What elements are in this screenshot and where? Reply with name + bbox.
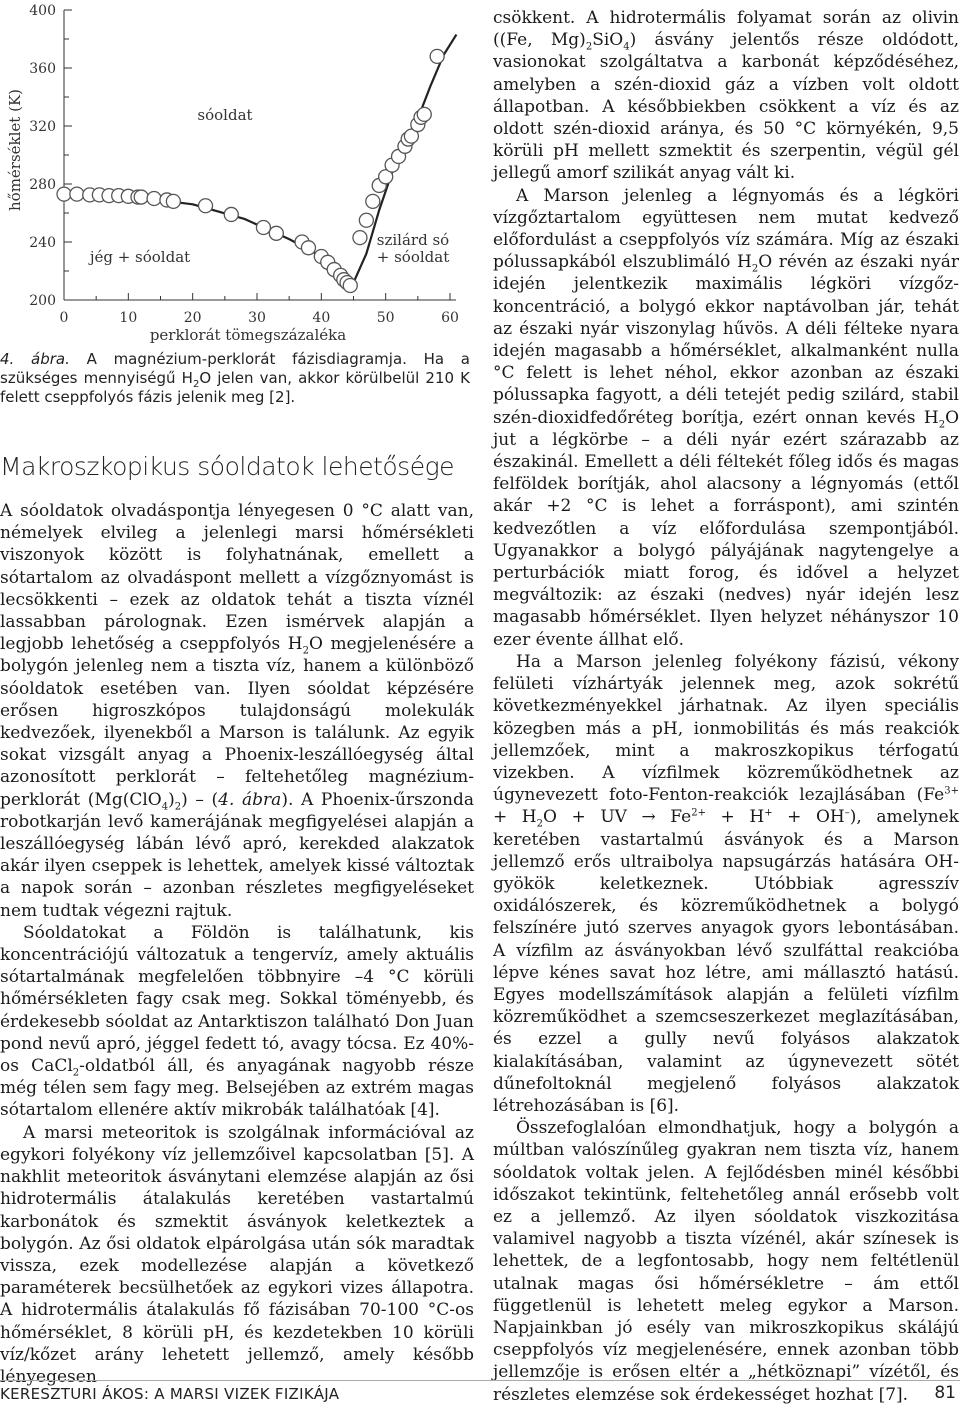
footer-rule [0,1380,960,1381]
data-point [166,194,180,208]
data-point [417,107,431,121]
figure-caption-sub: 2 [192,379,200,390]
data-point [70,187,84,201]
text-run: O megjelenésére a bolygón jelenleg nem a tiszta víz, hanem a különböző sóoldatok esetében van. Ilyen sóoldat képzésére erősen higroszkópos tulajdonságú molekulák kedvezőek, ilyenekből a Marson is találunk. Az egyik sokat vizsgált anyag a Phoenix-leszállóegység által azonosított perklorát – feltehetőleg magnézium-perklorát (Mg(ClO [0,634,474,810]
text-run: O jut a légkörbe – a déli nyár ezért szárazabb az északinál. Emellett a déli féltekét főleg idős és magas felföldek borítják, ahol alacsony a légnyomás (ettől akár +2 °C is lehet a forráspont), ami szintén kedvezőtlen a víz előfordulása szempontjából. Ugyanakkor a bolygó pályájának nagytengelye a perturbációk miatt forog, és idővel a helyzet megváltozik: az északi (nedves) nyár idején lesz magasabb hőmérséklet. Ilyen helyzet néhányszor 10 ezer évente állhat elő. [493,407,959,650]
right-body-text [493,7,959,1406]
subscript: 2 [751,263,759,275]
phase-diagram-figure [0,0,474,352]
phase-diagram-chart [0,0,474,352]
x-tick-label: 10 [119,310,138,326]
superscript: – [844,807,850,819]
x-tick-label: 0 [59,310,69,326]
right-paragraph-3 [493,651,959,1117]
superscript: 2+ [691,807,706,819]
figure-caption [0,350,470,407]
x-tick-label: 60 [441,310,459,326]
data-point [301,241,315,255]
data-point [224,207,238,221]
text-run: O + UV → Fe [543,807,692,828]
text-run: Sóoldatokat a Földön is találhatunk, kis koncentrációjú változatuk a tengervíz, amely aktuális sótartalmának megfelelően többnyire –4 °C körüli hőmérsékleten fagy csak meg. Sokkal töményebb, és érdekesebb sóoldat az Antarktiszon található Don Juan pond nevű apró, jéggel fedett tó, avagy tócsa. Ez 40%-os CaCl [0,922,474,1077]
text-run: ) [168,789,175,810]
superscript: 3+ [944,785,959,797]
left-body-text [0,500,474,1388]
figure-reference: 4. ábra [218,789,282,810]
y-tick-label: 200 [29,293,56,309]
subscript: 4 [161,801,169,813]
data-point [366,194,380,208]
page-number: 81 [934,1383,956,1403]
text-run: ). A Phoenix-űrszonda robotkarján levő kamerájának megfigyelései alapján a leszállóegység lábán lévő apró, kerekded alakzatok akár ilyen cseppek is lehettek, amelyek kissé változtak a napok során – azonban részletes megfigyeléseket nem tudtak végezni rajtuk. [0,789,474,921]
data-point [430,49,444,63]
right-paragraph-2 [493,185,959,651]
left-paragraph-2 [0,922,474,1122]
figure-caption-text-1: A magnézium-perklorát fázisdiagramja. Ha a szükséges mennyiségű H [0,350,471,387]
section-title: Makroszkopikus sóoldatok lehetősége [0,452,454,481]
y-axis-label: hőmérséklet (K) [6,88,24,212]
y-tick-label: 240 [29,235,56,251]
y-tick-label: 360 [29,61,56,77]
text-run: ) ásvány jelentős része oldódott, vasionokat szolgáltatva a karbonát képződéséhez, amelyben a szén-dioxid gáz a vízben volt oldott állapotban. A későbbiekben csökkent a víz és az oldott szén-dioxid aránya, és 50 °C környékén, 9,5 körüli pH mellett szmektit és szerpentin, végül gél jellegű amorf szilikát anyag vált ki. [493,30,959,184]
text-run: ) – ( [181,789,219,810]
subscript: 4 [623,41,630,53]
left-paragraph-3: A marsi meteoritok is szolgálnak információval az egykori folyékony víz jellemzőivel kapcsolatban [5]. A nakhlit meteoritok ásványtani elemzése alapján az ősi hidrotermális átalakulás keretében vastartalmú karbonátok és szmektit ásványok keletkeztek a bolygón. Az ősi oldatok elpárolgása után sók maradtak vissza, ezek modellezése alapján a következő paraméterek becsülhetőek az egykori vizes állapotra. A hidrotermális átalakulás fő fázisában 70-100 °C-os hőmérséklet, 8 körüli pH, és kezdetekben 10 körüli víz/kőzet arány lehetett jellemző, amely később lényegesen [0,1122,474,1387]
region-annotation: jég + sóoldat [89,248,191,266]
subscript: 2 [72,1067,80,1079]
right-paragraph-4: Összefoglalóan elmondhatjuk, hogy a bolygón a múltban valószínűleg gyakran nem tiszta víz, hanem sóoldatok voltak jelen. A fejlődésben minél későbbi időszakot tekintünk, feltehetőleg annál erősebb volt ez a jellemző. Az ilyen sóoldatok viszkozitása valamivel nagyobb a tiszta vízénél, akár színesek is lehettek, de a legfontosabb, hogy nem feltétlenül utalnak magas ősi hőmérsékletre – ám ettől függetlenül is lehetett meleg egykor a Marson. Napjainkban jó esély van mikroszkopikus skálájú cseppfolyós víz megjelenésére, ennek azonban több jellemzője is erősen eltér a „hétköznapi” vízétől, és részletes elemzése sok érdekességet hozhat [7]. [493,1118,959,1405]
text-run: + H [493,807,537,828]
data-point [199,199,213,213]
text-run: A sóoldatok olvadáspontja lényegesen 0 °C alatt van, némelyek elvileg a jelenlegi marsi hőmérsékleti viszonyok között is folyhatnának, emellett a sótartalom az olvadáspont mellett a vízgőznyomást is lecsökkenti – ezek az oldatok tehát a tiszta víznél lassabban párolognak. Ezen ismérvek alapján a legjobb lehetőség a cseppfolyós H [0,501,474,655]
data-point [256,221,270,235]
data-point [359,213,373,227]
y-tick-label: 280 [29,177,56,193]
right-paragraph-1 [493,7,959,185]
text-run: + H [705,807,765,828]
data-point [57,187,71,201]
region-annotation: sóoldat [197,106,253,124]
subscript: 2 [536,818,544,830]
subscript: 2 [174,801,182,813]
x-tick-label: 40 [312,310,331,326]
x-tick-label: 50 [376,310,395,326]
text-run: A Marson jelenleg a légnyomás és a légköri vízgőztartalom együttesen nem mutat kedvező előfordulást a cseppfolyós víz számára. Míg az északi pólussapkából elszublimáló H [493,185,959,273]
region-annotation: szilárd só [376,231,450,249]
superscript: + [764,807,773,819]
text-run: csökkent. A hidrotermális folyamat során az olivin ((Fe, Mg) [493,8,959,51]
subscript: 2 [938,419,946,431]
running-head: KERESZTURI ÁKOS: A MARSI VIZEK FIZIKÁJA [0,1385,340,1403]
subscript: 2 [302,645,309,657]
text-run: SiO [592,30,624,51]
data-point [343,279,357,293]
data-point [353,231,367,245]
figure-caption-label: 4. ábra. [0,350,70,368]
left-paragraph-1 [0,500,474,922]
y-tick-label: 320 [29,119,56,135]
x-axis-label: perklorát tömegszázaléka [149,326,347,344]
text-run: O révén az északi nyár idején jelentkezik maximális légköri vízgőz-koncentráció, a bolygó ekkor naptávolban jár, tehát az északi nyár viszonylag hűvös. A déli félteke nyara idején magasabb a hőmérséklet, alkalmanként nulla °C felett is lehet néhol, ekkor azonban az északi pólussapka fagyott, a déli tetejét pedig szilárd, stabil szén-dioxidfedőréteg borítja, ezért onnan kevés H [493,252,960,428]
figure-caption-text-2: O jelen van, akkor körülbelül 210 K felett cseppfolyós fázis jelenik meg [2]. [0,369,470,406]
data-point [269,226,283,240]
data-point [147,192,161,206]
text-run: ), amelynek keretében vastartalmú ásványok és a Marson jellemző erős ultraibolya napsugárzás hatására OH-gyökök keletkeznek. Utóbbiak agresszív oxidálószerek, és közreműködhetnek a bolygó felszínére jutó szerves anyagok gyors lebontásában. A vízfilm az ásványokban lévő szulfáttal reakcióba lépve kénes savat hoz létre, ami mállasztó hatású. Egyes modellszámítások alapján a felületi vízfilm közreműködhet a szemcseszerkezet meglazításában, és ezzel a gully nevű folyásos alakzatok kialakításában, valamint az úgynevezett sötét dűnefoltoknál megjelenő folyásos alakzatok létrehozásában is [6]. [493,807,959,1116]
x-tick-label: 30 [248,310,266,326]
y-tick-label: 400 [29,3,56,19]
data-point [134,190,148,204]
region-annotation: + sóoldat [376,248,450,266]
text-run: -oldatból áll, és anyagának nagyobb része még télen sem fagy meg. Belsejében az extrém magas sótartalom ellenére aktív mikrobák találhatóak [4]. [0,1056,475,1121]
text-run: Ha a Marson jelenleg folyékony fázisú, vékony felületi vízhártyák jelennek meg, azok sokrétű következményekkel járhatnak. Az ilyen speciális közegben más a pH, ionmobilitás és más reakciók jellemzőek, mint a makroszkopikus térfogatú vizekben. A vízfilmek közreműködhetnek az úgynevezett foto-Fenton-reakciók lezajlásában (Fe [493,651,959,806]
subscript: 2 [585,41,593,53]
x-tick-label: 20 [183,310,202,326]
text-run: + OH [772,807,845,828]
